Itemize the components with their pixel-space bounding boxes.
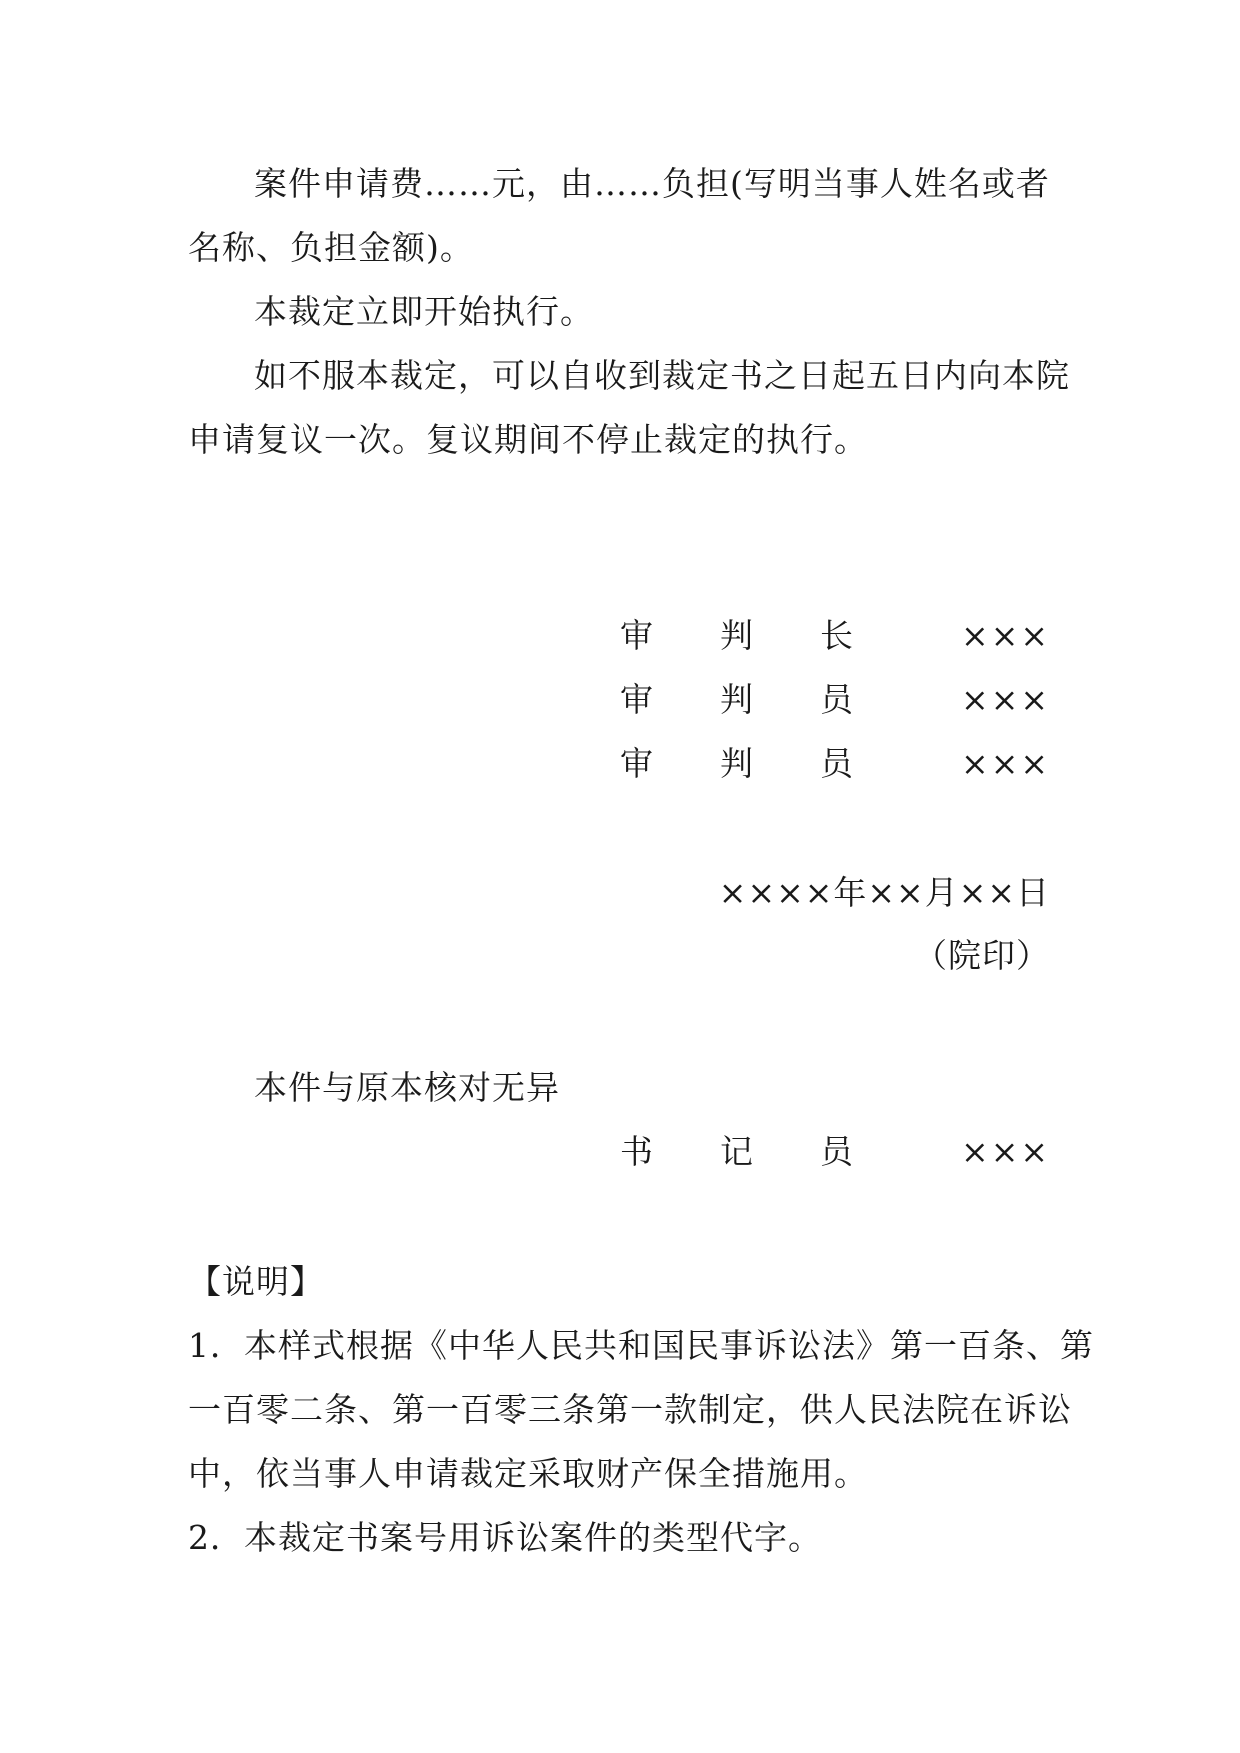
signature-judge-2: [620, 744, 1050, 784]
notes-heading: 【说明】: [188, 1262, 324, 1301]
signature-char: 员: [820, 680, 853, 719]
signature-char: 长: [820, 616, 853, 655]
signature-char: 员: [820, 744, 853, 783]
note-1-line-3: 中，依当事人申请裁定采取财产保全措施用。: [188, 1454, 868, 1493]
signature-name: ×××: [961, 744, 1050, 783]
execute-paragraph: 本裁定立即开始执行。: [254, 292, 594, 331]
note-1-line-2: 一百零二条、第一百零三条第一款制定，供人民法院在诉讼: [188, 1390, 1072, 1429]
signature-char: 员: [820, 1132, 853, 1171]
signature-judge-1: [620, 680, 1050, 720]
signature-char: 判: [720, 744, 753, 783]
signature-char: 记: [720, 1132, 753, 1171]
fee-paragraph-line-1: 案件申请费……元，由……负担(写明当事人姓名或者: [254, 164, 1050, 203]
court-seal-label: （院印）: [914, 936, 1050, 975]
signature-char: 审: [620, 680, 653, 719]
signature-char: 判: [720, 680, 753, 719]
review-paragraph-line-1: 如不服本裁定，可以自收到裁定书之日起五日内向本院: [254, 356, 1070, 395]
signature-clerk: [620, 1132, 1050, 1172]
signature-presiding-judge: [620, 616, 1050, 656]
verification-statement: 本件与原本核对无异: [254, 1068, 560, 1107]
note-2-line-1: 2．本裁定书案号用诉讼案件的类型代字。: [188, 1518, 822, 1557]
fee-paragraph-line-2: 名称、负担金额)。: [188, 228, 474, 267]
signature-char: 审: [620, 616, 653, 655]
note-1-line-1: 1．本样式根据《中华人民共和国民事诉讼法》第一百条、第: [188, 1326, 1094, 1365]
ruling-date: ××××年××月××日: [718, 873, 1050, 912]
signature-name: ×××: [961, 680, 1050, 719]
review-paragraph-line-2: 申请复议一次。复议期间不停止裁定的执行。: [188, 420, 868, 459]
signature-char: 判: [720, 616, 753, 655]
signature-char: 审: [620, 744, 653, 783]
signature-name: ×××: [961, 616, 1050, 655]
signature-name: ×××: [961, 1132, 1050, 1171]
signature-char: 书: [620, 1132, 653, 1171]
